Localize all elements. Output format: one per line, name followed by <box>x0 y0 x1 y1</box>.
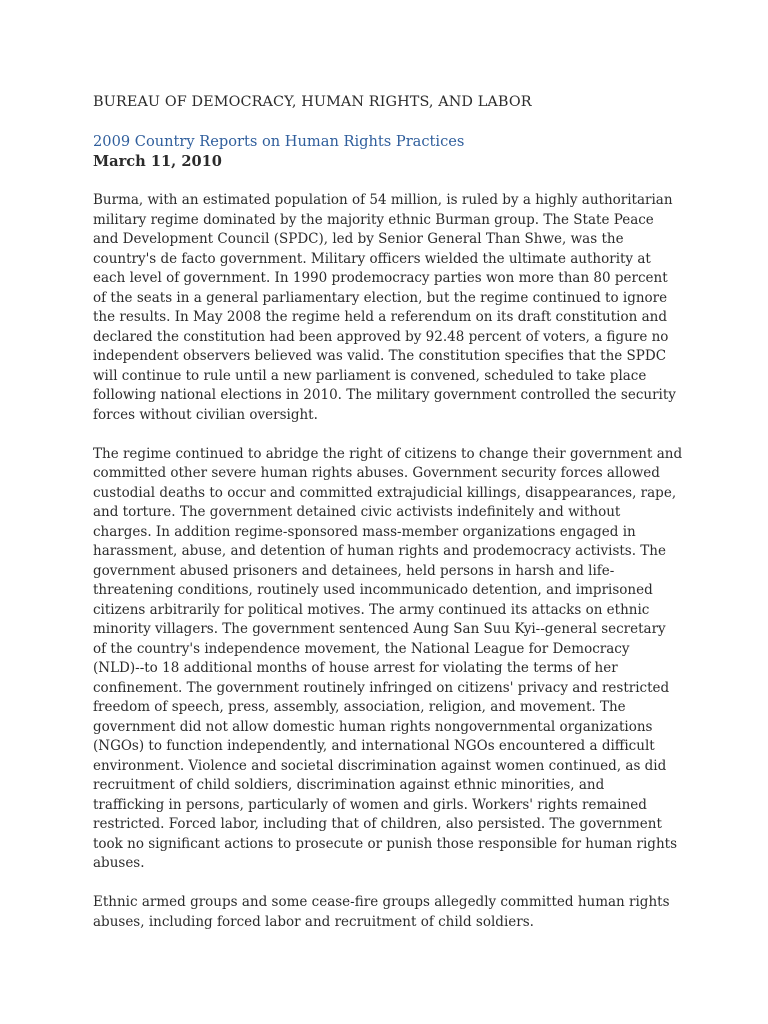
document-page <box>93 92 683 952</box>
body-paragraph <box>93 191 678 425</box>
paragraph-line: abuses, including forced labor and recruitment of child soldiers. <box>93 913 534 930</box>
paragraph-line: of the seats in a general parliamentary election, but the regime continued to ignore <box>93 289 668 306</box>
paragraph-line: recruitment of child soldiers, discrimination against ethnic minorities, and <box>93 777 605 793</box>
paragraph-line: government did not allow domestic human rights nongovernmental organizations <box>93 718 653 735</box>
paragraph-line: forces without civilian oversight. <box>93 406 318 423</box>
bureau-heading: BUREAU OF DEMOCRACY, HUMAN RIGHTS, AND LABOR <box>93 94 532 110</box>
paragraph-line: threatening conditions, routinely used incommunicado detention, and imprisoned <box>93 582 653 598</box>
paragraph-line: (NGOs) to function independently, and international NGOs encountered a difficult <box>93 738 655 754</box>
paragraph-line: custodial deaths to occur and committed extrajudicial killings, disappearances, rape, <box>93 484 677 501</box>
paragraph-line: committed other severe human rights abuses. Government security forces allowed <box>93 465 660 481</box>
paragraph-line: citizens arbitrarily for political motives. The army continued its attacks on ethnic <box>93 601 650 618</box>
paragraph-line: country's de facto government. Military officers wielded the ultimate authority at <box>93 250 651 267</box>
paragraph-line: confinement. The government routinely infringed on citizens' privacy and restricted <box>93 679 670 696</box>
paragraph-line: The regime continued to abridge the right of citizens to change their government and <box>93 445 683 462</box>
report-title: 2009 Country Reports on Human Rights Practices <box>93 133 465 150</box>
paragraph-line: will continue to rule until a new parliament is convened, scheduled to take place <box>93 367 647 384</box>
body-paragraph <box>93 893 678 932</box>
body-paragraph <box>93 445 683 874</box>
paragraph-line: Ethnic armed groups and some cease-fire groups allegedly committed human rights <box>93 894 670 910</box>
paragraph-line: following national elections in 2010. The military government controlled the security <box>93 387 676 403</box>
report-date: March 11, 2010 <box>93 153 222 170</box>
paragraph-line: charges. In addition regime-sponsored mass-member organizations engaged in <box>93 523 636 540</box>
paragraph-line: trafficking in persons, particularly of women and girls. Workers' rights remained <box>93 796 647 813</box>
paragraph-line: (NLD)--to 18 additional months of house arrest for violating the terms of her <box>93 660 618 676</box>
paragraph-line: took no significant actions to prosecute or punish those responsible for human rights <box>93 835 677 852</box>
paragraph-line: freedom of speech, press, assembly, association, religion, and movement. The <box>93 699 626 715</box>
paragraph-line: abuses. <box>93 855 145 871</box>
paragraph-line: Burma, with an estimated population of 54 million, is ruled by a highly authoritarian <box>93 192 673 208</box>
paragraph-line: and Development Council (SPDC), led by Senior General Than Shwe, was the <box>93 231 624 247</box>
paragraph-line: and torture. The government detained civic activists indefinitely and without <box>93 504 621 520</box>
report-body <box>93 191 683 932</box>
paragraph-line: of the country's independence movement, the National League for Democracy <box>93 640 630 657</box>
paragraph-line: each level of government. In 1990 prodemocracy parties won more than 80 percent <box>93 270 668 286</box>
paragraph-line: military regime dominated by the majority ethnic Burman group. The State Peace <box>93 211 654 228</box>
paragraph-line: harassment, abuse, and detention of human rights and prodemocracy activists. The <box>93 543 666 559</box>
paragraph-line: government abused prisoners and detainees, held persons in harsh and life- <box>93 562 615 579</box>
paragraph-line: minority villagers. The government sentenced Aung San Suu Kyi--general secretary <box>93 621 666 637</box>
paragraph-line: declared the constitution had been approved by 92.48 percent of voters, a figure no <box>93 328 669 345</box>
paragraph-line: restricted. Forced labor, including that of children, also persisted. The government <box>93 816 662 832</box>
paragraph-line: the results. In May 2008 the regime held a referendum on its draft constitution and <box>93 309 667 325</box>
paragraph-line: environment. Violence and societal discrimination against women continued, as did <box>93 757 667 774</box>
paragraph-line: independent observers believed was valid. The constitution specifies that the SPDC <box>93 348 667 364</box>
